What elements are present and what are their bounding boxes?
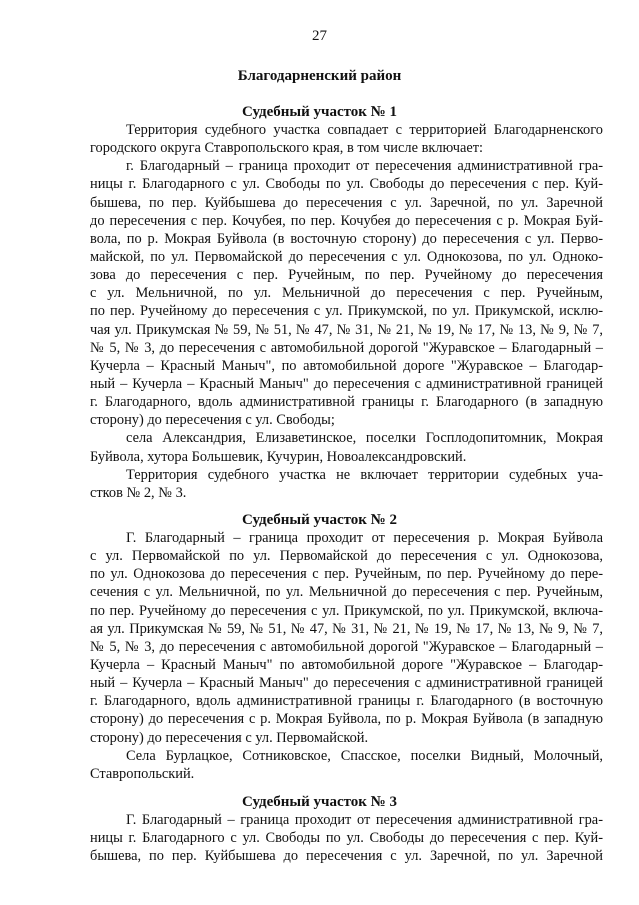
text-line: с ул. Первомайской по ул. Первомайской до пересечения с ул. Однокозова, (90, 548, 603, 565)
text-line: Г. Благодарный – граница проходит от пересечения р. Мокрая Буйвола (126, 530, 603, 546)
text-line: села Александрия, Елизаветинское, поселки Госплодопитомник, Мокрая (126, 430, 603, 447)
section-title-2: Судебный участок № 2 (241, 512, 397, 528)
text-line: Г. Благодарный – граница проходит от пересечения административной гра- (126, 812, 603, 828)
text-line: г. Благодарного, вдоль административной границы г. Благодарного (в восточную (90, 693, 603, 710)
text-line: г. Благодарный – граница проходит от пересечения административной гра- (126, 158, 603, 175)
text-line: Кучерла – Красный Маныч" по автомобильной дороге "Журавское – Благодар- (90, 656, 603, 673)
text-line: Ставропольский. (90, 765, 195, 782)
text-line: Буйвола, хутора Большевик, Кучурин, Новоалександровский. (90, 448, 467, 465)
section-body-1 (90, 121, 603, 502)
text-line: сторону) до пересечения с р. Мокрая Буйвола, по р. Мокрая Буйвола (в западную (90, 711, 603, 728)
section-body-3 (90, 811, 603, 865)
text-line: чая ул. Прикумская № 59, № 51, № 47, № 31, № 21, № 19, № 17, № 13, № 9, № 7, (90, 321, 603, 338)
text-line: ный – Кучерла – Красный Маныч" до пересечения с административной границей (90, 675, 603, 692)
text-line: с ул. Мельничной, по ул. Мельничной до пересечения с пер. Ручейным, (90, 285, 603, 302)
text-line: ницы г. Благодарного с ул. Свободы по ул. Свободы до пересечения с пер. Куй- (90, 176, 603, 193)
section-title-3: Судебный участок № 3 (241, 794, 397, 810)
text-line: № 5, № 3, до пересечения с автомобильной дорогой "Журавское – Благодарный – (90, 339, 603, 356)
text-line: ницы г. Благодарного с ул. Свободы по ул. Свободы до пересечения с пер. Куй- (90, 830, 603, 847)
text-line: г. Благодарного, вдоль административной границы г. Благодарного (в западную (90, 394, 603, 411)
text-line: по пер. Ручейному до пересечения с ул. Прикумской, по ул. Прикумской, исклю- (90, 303, 603, 320)
text-line: сторону) до пересечения с ул. Свободы; (90, 412, 335, 429)
page-number: 27 (312, 28, 327, 44)
text-line: сечения с ул. Мельничной, по ул. Мельничной до пересечения с пер. Ручейным, (90, 584, 603, 601)
text-line: по пер. Ручейному до пересечения с ул. Прикумской, по ул. Прикумской, включа- (90, 602, 603, 619)
district-title: Благодарненский район (237, 68, 402, 84)
section-title-1: Судебный участок № 1 (241, 104, 397, 120)
section-body-2 (90, 529, 603, 783)
text-line: № 5, № 3, до пересечения с автомобильной дорогой "Журавское – Благодарный – (90, 638, 603, 655)
text-line: Территория судебного участка не включает территории судебных уча- (126, 466, 603, 483)
text-line: сторону) до пересечения с ул. Первомайской. (90, 729, 369, 746)
text-line: Кучерла – Красный Маныч", по автомобильной дороге "Журавское – Благодар- (90, 357, 603, 374)
text-line: Территория судебного участка совпадает с территорией Благодарненского (126, 122, 603, 138)
text-line: бышева, по пер. Куйбышева до пересечения с ул. Заречной, по ул. Заречной (90, 848, 603, 865)
text-line: майской, по ул. Первомайской до пересечения с ул. Однокозова, по ул. Однoко- (90, 248, 603, 265)
text-line: по ул. Однокозова до пересечения с пер. Ручейным, по пер. Ручейному до пере- (90, 566, 603, 583)
text-line: стков № 2, № 3. (90, 484, 187, 501)
text-line: до пересечения с пер. Кочубея, по пер. Кочубея до пересечения с р. Мокрая Буй- (90, 212, 603, 229)
text-line: вола, по р. Мокрая Буйвола (в восточную сторону) до пересечения с ул. Перво- (90, 230, 603, 247)
text-line: городского округа Ставропольского края, в том числе включает: (90, 140, 484, 157)
text-line: зова до пересечения с пер. Ручейным, по пер. Ручейному до пересечения (90, 267, 603, 284)
text-line: ный – Кучерла – Красный Маныч" до пересечения с административной границей (90, 375, 603, 392)
text-line: бышева, по пер. Куйбышева до пересечения с ул. Заречной, по ул. Заречной (90, 194, 603, 211)
text-line: ая ул. Прикумская № 59, № 51, № 47, № 31, № 21, № 19, № 17, № 13, № 9, № 7, (90, 620, 603, 637)
text-line: Села Бурлацкое, Сотниковское, Спасское, поселки Видный, Молочный, (126, 747, 603, 764)
